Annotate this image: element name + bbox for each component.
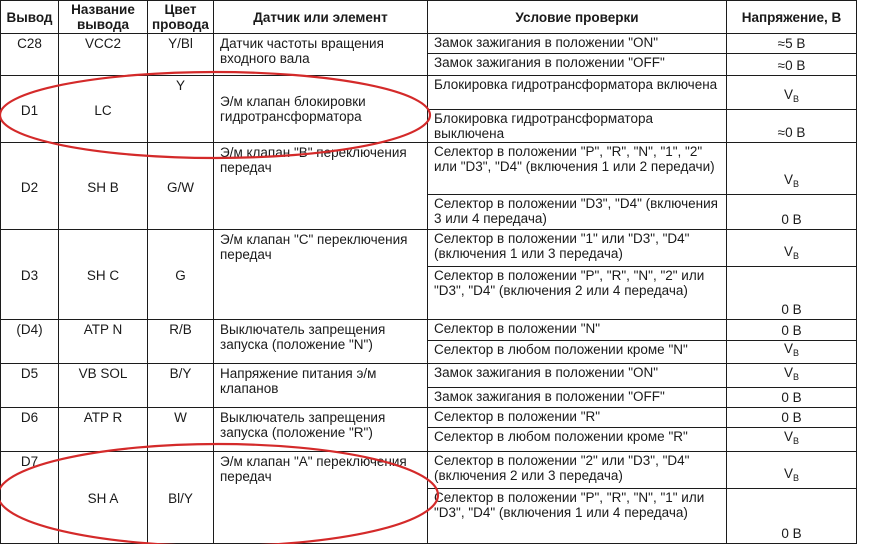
voltage-cell <box>727 428 857 452</box>
voltage-value: 0 В <box>781 302 802 318</box>
table-row <box>1 320 857 340</box>
voltage-subscript: B <box>793 435 800 446</box>
wire-color-cell: Y/Bl <box>148 34 214 76</box>
wire-color-cell: Bl/Y <box>148 451 214 543</box>
pin-cell: D6 <box>1 407 59 451</box>
pin-name-cell: ATP N <box>59 320 148 364</box>
wire-color-cell: G <box>148 230 214 320</box>
pin-name-cell: SH B <box>59 143 148 230</box>
voltage-value: 0 В <box>781 526 802 541</box>
voltage-cell <box>727 364 857 388</box>
sensor-cell: Выключатель запрещения запуска (положение "N") <box>214 320 428 364</box>
voltage-value: V <box>783 465 793 481</box>
condition-cell: Селектор в положении "P", "R", "N", "2" или "D3", "D4" (включения 2 или 4 передача) <box>428 266 727 319</box>
wire-color-cell: B/Y <box>148 364 214 408</box>
pin-cell: D5 <box>1 364 59 408</box>
table-row <box>1 75 857 109</box>
condition-cell: Блокировка гидротрансформатора включена <box>428 75 727 109</box>
voltage-value: ≈0 В <box>777 57 806 73</box>
table-row <box>1 364 857 388</box>
wire-color-cell: G/W <box>148 143 214 230</box>
condition-cell: Селектор в любом положении кроме "N" <box>428 340 727 364</box>
pin-name-cell: SH C <box>59 230 148 320</box>
voltage-cell <box>727 387 857 407</box>
voltage-cell <box>727 34 857 54</box>
pin-cell: D1 <box>1 75 59 142</box>
pin-cell: D7 <box>1 451 59 543</box>
header-row <box>1 1 857 34</box>
sensor-cell: Э/м клапан "В" переключения передач <box>214 143 428 230</box>
table-row <box>1 451 857 488</box>
pin-name-cell: VB SOL <box>59 364 148 408</box>
header-sensor: Датчик или элемент <box>214 1 428 34</box>
voltage-value: ≈0 В <box>777 125 806 141</box>
voltage-subscript: B <box>793 179 800 190</box>
voltage-cell <box>727 109 857 143</box>
sensor-cell: Выключатель запрещения запуска (положение "R") <box>214 407 428 451</box>
header-condition: Условие проверки <box>428 1 727 34</box>
condition-cell: Селектор в любом положении кроме "R" <box>428 428 727 452</box>
voltage-value: V <box>783 341 793 357</box>
voltage-value: 0 В <box>781 389 802 405</box>
voltage-subscript: B <box>793 93 800 104</box>
voltage-value: V <box>783 172 793 188</box>
voltage-cell <box>727 451 857 488</box>
voltage-value: V <box>783 243 793 259</box>
header-pin: Вывод <box>1 1 59 34</box>
voltage-value: V <box>783 428 793 444</box>
voltage-subscript: B <box>793 371 800 382</box>
condition-cell: Селектор в положении "P", "R", "N", "1" или "D3", "D4" (включения 1 или 4 передача) <box>428 488 727 543</box>
voltage-cell <box>727 195 857 230</box>
voltage-cell <box>727 230 857 267</box>
voltage-value: 0 В <box>781 322 802 338</box>
wire-color-cell: W <box>148 407 214 451</box>
wire-color-cell: R/B <box>148 320 214 364</box>
condition-cell: Селектор в положении "P", "R", "N", "1", "2" или "D3", "D4" (включения 1 или 2 передачи) <box>428 143 727 195</box>
condition-cell: Селектор в положении "R" <box>428 407 727 427</box>
condition-cell: Блокировка гидротрансформатора выключена <box>428 109 727 143</box>
sensor-cell: Э/м клапан "С" переключения передач <box>214 230 428 320</box>
pin-cell: C28 <box>1 34 59 76</box>
voltage-subscript: B <box>793 348 800 359</box>
condition-cell: Селектор в положении "1" или "D3", "D4" (включения 1 или 3 передача) <box>428 230 727 267</box>
voltage-value: ≈5 В <box>777 36 806 52</box>
pin-name-cell: ATP R <box>59 407 148 451</box>
header-color: Цвет провода <box>148 1 214 34</box>
voltage-cell <box>727 320 857 340</box>
pin-cell: (D4) <box>1 320 59 364</box>
pin-cell: D3 <box>1 230 59 320</box>
voltage-cell <box>727 75 857 109</box>
condition-cell: Замок зажигания в положении "OFF" <box>428 54 727 75</box>
voltage-cell <box>727 266 857 319</box>
voltage-cell <box>727 407 857 427</box>
condition-cell: Замок зажигания в положении "ON" <box>428 34 727 54</box>
condition-cell: Замок зажигания в положении "OFF" <box>428 387 727 407</box>
table-row <box>1 143 857 195</box>
sensor-cell: Напряжение питания э/м клапанов <box>214 364 428 408</box>
condition-cell: Селектор в положении "N" <box>428 320 727 340</box>
condition-cell: Селектор в положении "D3", "D4" (включения 3 или 4 передача) <box>428 195 727 230</box>
voltage-cell <box>727 143 857 195</box>
pin-name-cell: LC <box>59 75 148 142</box>
table-body <box>1 34 857 544</box>
condition-cell: Селектор в положении "2" или "D3", "D4" (включения 2 или 3 передача) <box>428 451 727 488</box>
voltage-value: V <box>783 364 793 380</box>
table-row <box>1 230 857 267</box>
table-row <box>1 407 857 427</box>
voltage-cell <box>727 340 857 364</box>
voltage-subscript: B <box>793 472 800 483</box>
pin-cell: D2 <box>1 143 59 230</box>
condition-cell: Замок зажигания в положении "ON" <box>428 364 727 388</box>
voltage-subscript: B <box>793 250 800 261</box>
voltage-value: 0 В <box>781 410 802 426</box>
sensor-cell: Э/м клапан блокировки гидротрансформатора <box>214 75 428 142</box>
voltage-value: V <box>783 86 793 102</box>
voltage-cell <box>727 488 857 543</box>
wire-color-cell: Y <box>148 75 214 142</box>
sensor-cell: Датчик частоты вращения входного вала <box>214 34 428 76</box>
header-name: Название вывода <box>59 1 148 34</box>
table-row <box>1 34 857 54</box>
sensor-cell: Э/м клапан "А" переключения передач <box>214 451 428 543</box>
voltage-value: 0 В <box>781 212 802 228</box>
header-voltage: Напряжение, В <box>727 1 857 34</box>
pin-name-cell: VCC2 <box>59 34 148 76</box>
pin-name-cell: SH A <box>59 451 148 543</box>
voltage-cell <box>727 54 857 75</box>
